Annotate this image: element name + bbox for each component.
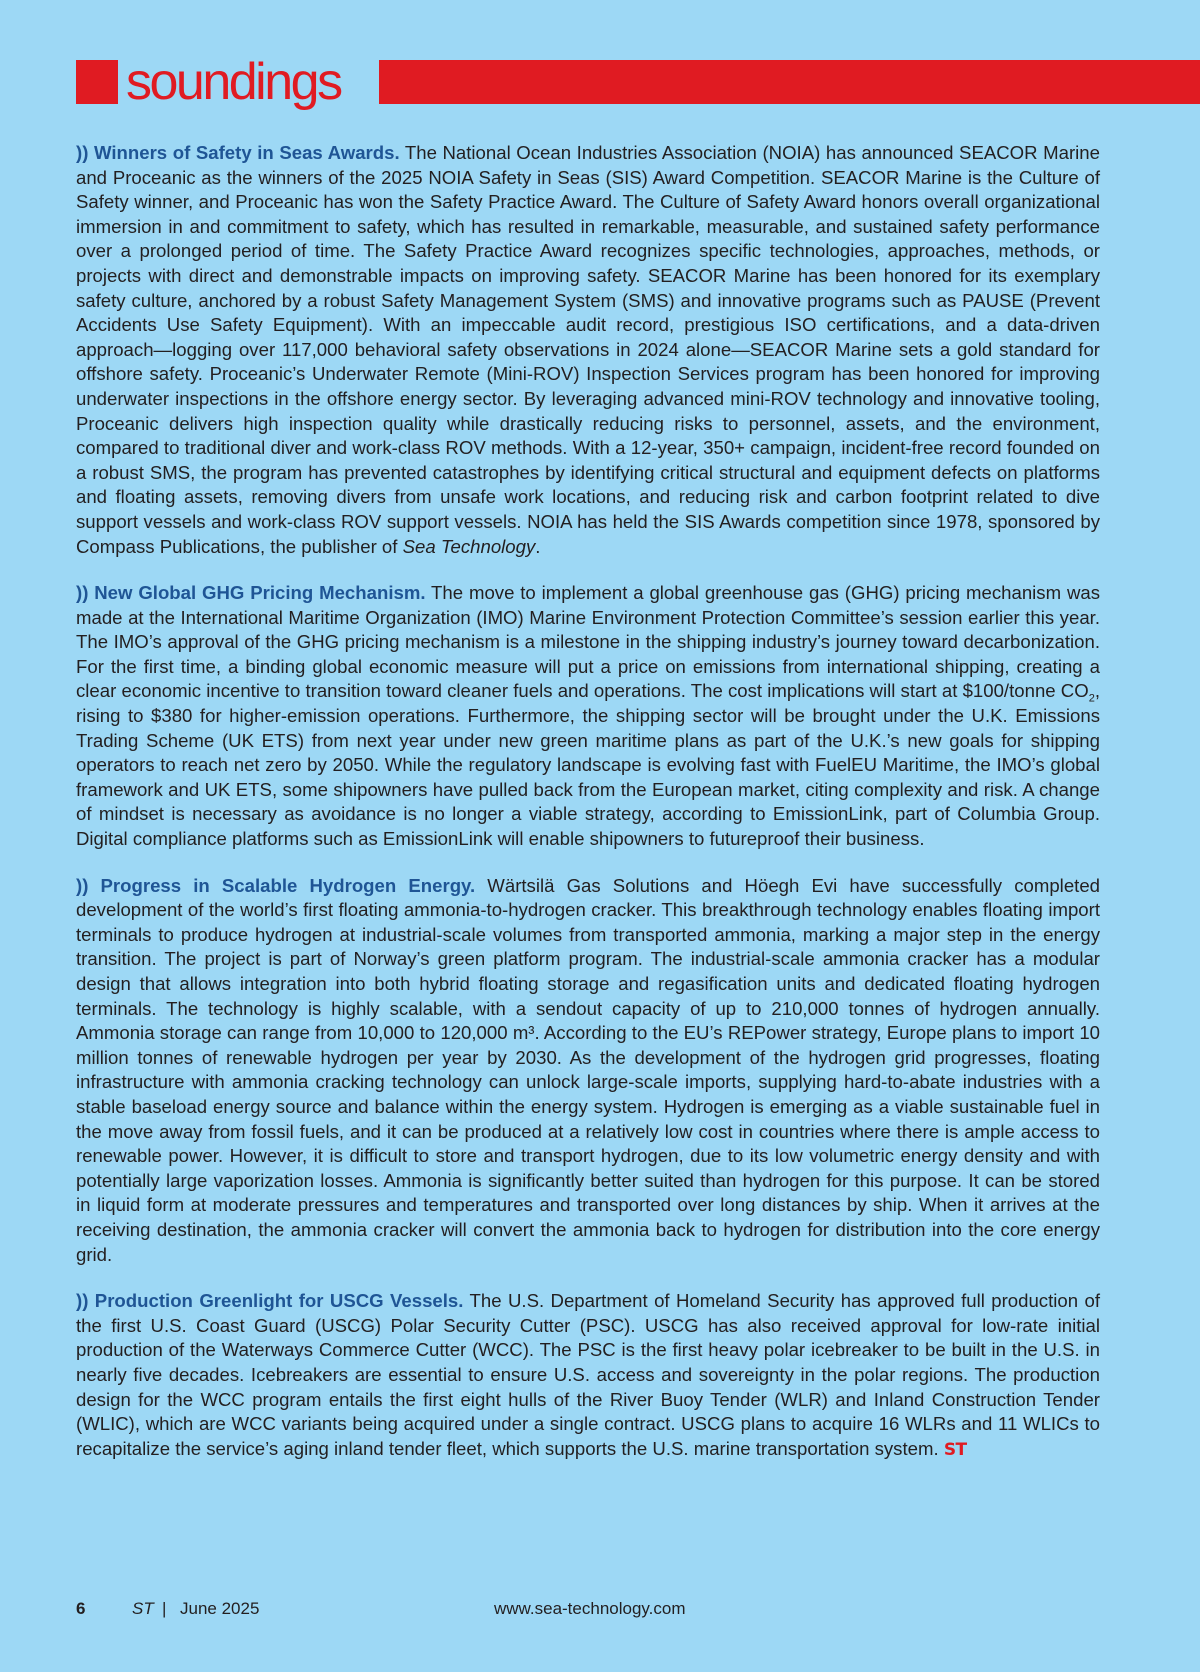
section-header xyxy=(76,53,1200,111)
header-red-square xyxy=(76,60,118,104)
issue-date: June 2025 xyxy=(180,1599,260,1618)
article-lead: )) Production Greenlight for USCG Vessels. xyxy=(76,1290,464,1312)
article-body-end: . xyxy=(535,535,541,557)
subscript: 2 xyxy=(1088,693,1095,706)
footer-separator: | xyxy=(162,1599,167,1618)
article-lead: )) Progress in Scalable Hydrogen Energy. xyxy=(76,874,476,896)
header-red-bar xyxy=(379,60,1200,104)
article-body-end: , rising to $380 for higher-emission operations. Furthermore, the shipping sector will be brought under the U.K. Emissions Trading Scheme (UK ETS) from next year under new green maritime plans as part of the U.K.’s new goals for shipping operators to reach net zero by 2050. While the regulatory landscape is evolving fast with FuelEU Maritime, the IMO’s global framework and UK ETS, some shipowners have pulled back from the European market, citing complexity and risk. A change of mindset is necessary as avoidance is no longer a viable strategy, according to EmissionLink, part of Columbia Group. Digital compliance platforms such as EmissionLink will enable shipowners to futureproof their business. xyxy=(76,680,1100,850)
article-body: The National Ocean Industries Association (NOIA) has announced SEACOR Marine and Proceanic as the winners of the 2025 NOIA Safety in Seas (SIS) Award Competition. SEACOR Marine is the Culture of Safety winner, and Proceanic has won the Safety Practice Award. The Culture of Safety Award honors overall organizational immersion in and commitment to safety, which has resulted in remarkable, measurable, and sustained safety performance over a prolonged period of time. The Safety Practice Award recognizes specific technologies, approaches, methods, or projects with direct and demonstrable impacts on improving safety. SEACOR Marine has been honored for its exemplary safety culture, anchored by a robust Safety Management System (SMS) and innovative programs such as PAUSE (Prevent Accidents Use Safety Equipment). With an impeccable audit record, prestigious ISO certifications, and a data-driven approach—logging over 117,000 behavioral safety observations in 2024 alone—SEACOR Marine sets a gold standard for offshore safety. Proceanic’s Underwater Remote (Mini-ROV) Inspection Services program has been honored for improving underwater inspections in the offshore energy sector. By leveraging advanced mini-ROV technology and innovative tooling, Proceanic delivers high inspection quality while drastically reducing risks to personnel, assets, and the environment, compared to traditional diver and work-class ROV methods. With a 12-year, 350+ campaign, incident-free record founded on a robust SMS, the program has prevented catastrophes by identifying critical structural and equipment defects on platforms and floating assets, removing divers from unsafe work locations, and reducing risk and carbon footprint related to dive support vessels and work-class ROV support vessels. NOIA has held the SIS Awards competition since 1978, sponsored by Compass Publications, the publisher of xyxy=(76,142,1100,557)
article-body: Wärtsilä Gas Solutions and Höegh Evi have successfully completed development of the world’s first floating ammonia-to-hydrogen cracker. This breakthrough technology enables floating import terminals to produce hydrogen at industrial-scale volumes from transported ammonia, marking a major step in the energy transition. The project is part of Norway’s green platform program. The industrial-scale ammonia cracker has a modular design that allows integration into both hybrid floating storage and regasification units and dedicated floating hydrogen terminals. The technology is highly scalable, with a sendout capacity of up to 210,000 tonnes of hydrogen annually. Ammonia storage can range from 10,000 to 120,000 m³. According to the EU’s REPower strategy, Europe plans to import 10 million tonnes of renewable hydrogen per year by 2030. As the development of the hydrogen grid progresses, floating infrastructure with ammonia cracking technology can unlock large-scale imports, supplying hard-to-abate industries with a stable baseload energy source and balance within the energy system. Hydrogen is emerging as a viable sustainable fuel in the move away from fossil fuels, and it can be produced at a relatively low cost in countries where there is ample access to renewable power. However, it is difficult to store and transport hydrogen, due to its low volumetric energy density and with potentially large vaporization losses. Ammonia is significantly better suited than hydrogen for this purpose. It can be stored in liquid form at moderate pressures and temperatures and transported over long distances by ship. When it arrives at the receiving destination, the ammonia cracker will convert the ammonia back to hydrogen for distribution into the core energy grid. xyxy=(76,874,1101,1265)
article-column xyxy=(76,141,1100,1484)
article-ghg-pricing xyxy=(76,581,1100,852)
page-footer xyxy=(76,1597,1100,1621)
website-url: www.sea-technology.com xyxy=(494,1599,686,1618)
section-title: soundings xyxy=(126,53,341,111)
article-lead: )) New Global GHG Pricing Mechanism. xyxy=(76,582,426,604)
article-uscg-vessels xyxy=(76,1289,1100,1462)
article-body: The U.S. Department of Homeland Security has approved full production of the first U.S. Coast Guard (USCG) Polar Security Cutter (PSC). USCG has also received approval for low-rate initial production of the Waterways Commerce Cutter (WCC). The PSC is the first heavy polar icebreaker to be built in the U.S. in nearly five decades. Icebreakers are essential to ensure U.S. access and sovereignty in the polar regions. The production design for the WCC program entails the first eight hulls of the River Buoy Tender (WLR) and Inland Construction Tender (WLIC), which are WCC variants being acquired under a single contract. USCG plans to acquire 16 WLRs and 11 WLICs to recapitalize the service’s aging inland tender fleet, which supports the U.S. marine transportation system. xyxy=(76,1290,1100,1459)
article-hydrogen-energy xyxy=(76,874,1100,1268)
page-number: 6 xyxy=(76,1599,86,1618)
publication-name: Sea Technology xyxy=(402,535,536,557)
article-safety-awards xyxy=(76,141,1100,559)
article-lead: )) Winners of Safety in Seas Awards. xyxy=(76,142,400,163)
magazine-abbrev: ST xyxy=(132,1599,154,1618)
article-body: The move to implement a global greenhouse gas (GHG) pricing mechanism was made at the International Maritime Organization (IMO) Marine Environment Protection Committee’s session earlier this year. The IMO’s approval of the GHG pricing mechanism is a milestone in the shipping industry’s journey toward decarbonization. For the first time, a binding global economic measure will put a price on emissions from international shipping, creating a clear economic incentive to transition toward cleaner fuels and operations. The cost implications will start at $100/tonne CO xyxy=(76,582,1101,702)
end-mark-st-logo: ST xyxy=(943,1439,967,1460)
